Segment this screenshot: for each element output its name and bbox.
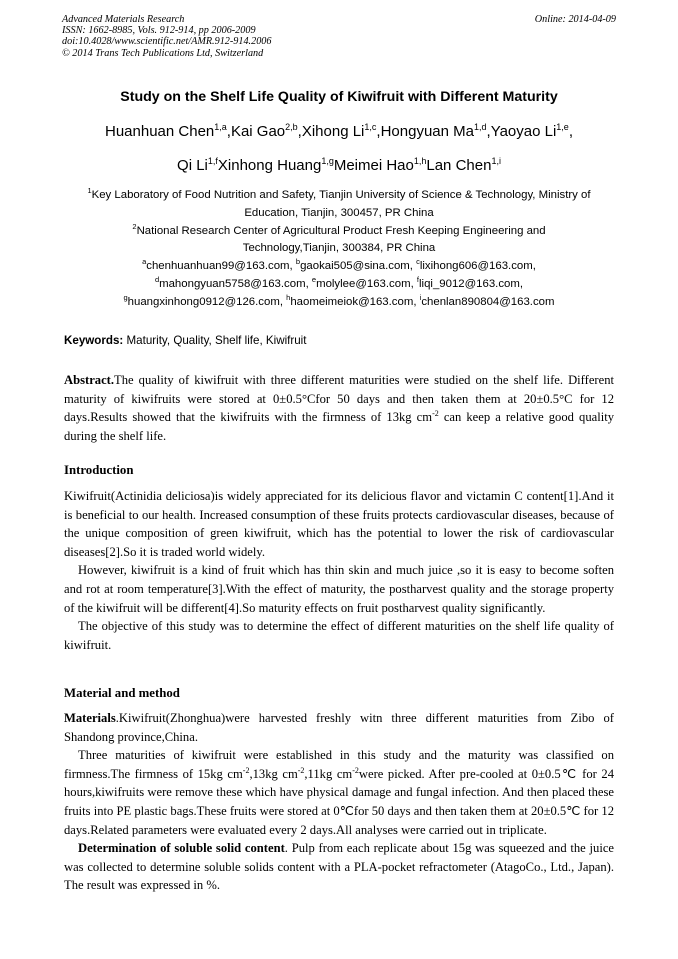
abstract: [64, 371, 614, 445]
author-list-line-1: [0, 123, 678, 140]
paper-title: Study on the Shelf Life Quality of Kiwifruit with Different Maturity: [120, 89, 558, 105]
text-run: were picked. After pre-cooled at 0±0.5℃ for 24 hours,kiwifruits were remove these which have physical damage and fungal infection. And then placed these fruits into PE plastic bags.These fruits were stored at 0℃for 50 days and then taken them at 20±0.5℃ for 12 days.Related parameters were evaluated every 2 days.All analyses were carried out in triplicate.: [64, 766, 615, 837]
affiliation-sup: 1: [87, 186, 92, 195]
keywords-label: Keywords:: [64, 334, 124, 347]
email: molylee@163.com,: [316, 277, 417, 290]
author-sup: 1,h: [413, 156, 427, 166]
author-name: Kai Gao: [230, 123, 286, 140]
email: haomeimeiok@163.com,: [290, 295, 420, 308]
affiliation-1-line-1: [58, 187, 620, 205]
affiliation-2-line-2: Technology,Tianjin, 300384, PR China: [242, 242, 436, 255]
text-run: Three maturities of kiwifruit were established in this study and the maturity was classified on firmness.The firmness of 15kg cm: [64, 748, 614, 781]
email-sup: f: [416, 274, 420, 284]
journal-name: Advanced Materials Research: [62, 14, 185, 25]
author-sup: 1,e: [556, 122, 569, 132]
affiliations: [58, 187, 620, 312]
paragraph: The objective of this study was to determine the effect of different maturities on the shelf life quality of kiwifruit.: [64, 619, 614, 652]
materials-label: Materials: [64, 711, 116, 725]
online-date: Online: 2014-04-09: [534, 14, 616, 25]
ssc-text: . Pulp from each replicate about 15g was squeezed and the juice was collected to determine soluble solids content with a PLA-pocket refractometer (AtagoCo., Ltd., Japan). The result was expressed in %.: [64, 841, 615, 893]
methods-heading: Material and method: [64, 686, 180, 700]
author-sup: 1,i: [491, 156, 501, 166]
author-list-line-2: [0, 157, 678, 174]
email: chenhuanhuan99@163.com,: [146, 260, 296, 273]
text-run: ,11kg cm: [304, 766, 353, 781]
author-sup: 1,a: [214, 122, 227, 132]
affiliation-1-line-2: Education, Tianjin, 300457, PR China: [244, 206, 434, 219]
journal-doi: doi:10.4028/www.scientific.net/AMR.912-914.2006: [62, 36, 272, 48]
affiliation-sup: 2: [132, 221, 137, 231]
email-line-1: [58, 258, 620, 276]
author-sup: 1,g: [321, 156, 334, 166]
paragraph: [64, 839, 614, 895]
email-sup: i: [419, 292, 422, 302]
text-sup: -2: [297, 765, 305, 775]
email-sup: d: [154, 274, 160, 284]
email: chenlan890804@163.com: [421, 295, 555, 308]
author-separator: ,: [226, 123, 231, 140]
journal-header: [62, 14, 271, 59]
author-sup: 1,c: [364, 122, 377, 132]
keywords-text: Maturity, Quality, Shelf life, Kiwifruit: [123, 334, 307, 347]
text-run: ,13kg cm: [249, 766, 298, 781]
abstract-text: The quality of kiwifruit with three different maturities were studied on the shelf life. Different maturity of kiwifruits were stored at 0±0.5°Cfor 50 days and then taken them at 20±0.5°C for 12 days.Results showed that the kiwifruits with the firmness of 13kg cm: [64, 373, 614, 425]
abstract-text: can keep a relative good quality during the shelf life.: [64, 410, 615, 443]
email-sup: b: [295, 257, 301, 267]
author-separator: ,: [568, 123, 573, 140]
paragraph: Kiwifruit(Actinidia deliciosa)is widely appreciated for its delicious flavor and victamin C content[1].And it is beneficial to our health. Increased consumption of these fruits protects cardiovascular diseases, because of the unique composition of green kiwifruit, which has the potential to lower the risk of cardiovascular diseases[2].So it is traded world widely.: [64, 489, 614, 559]
affiliation-text: Key Laboratory of Food Nutrition and Safety, Tianjin University of Science & Technology, Ministry of: [91, 189, 591, 201]
author-separator: ,: [486, 123, 491, 140]
email: liqi_9012@163.com,: [419, 277, 524, 290]
ssc-label: Determination of soluble solid content: [78, 841, 285, 856]
paragraph: [64, 746, 614, 839]
author-sup: 1,f: [207, 156, 218, 166]
author-name: Huanhuan Chen: [105, 123, 215, 140]
author-sup: 2,b: [285, 122, 298, 132]
author-name: Qi Li: [177, 157, 208, 174]
introduction-body: [64, 487, 614, 654]
abstract-sup: -2: [432, 409, 439, 419]
author-name: Meimei Hao: [333, 157, 414, 174]
author-name: Lan Chen: [426, 157, 492, 174]
materials-text: .Kiwifruit(Zhonghua)were harvested freshly witn three different maturities from Zibo of Shandong province,China.: [64, 711, 614, 744]
email-line-3: [58, 294, 620, 312]
author-separator: ,: [376, 123, 381, 140]
author-name: Xinhong Huang: [217, 157, 322, 174]
paragraph: [64, 709, 614, 746]
email-line-2: [58, 276, 620, 294]
text-sup: -2: [242, 765, 250, 775]
author-name: Hongyuan Ma: [380, 123, 474, 140]
introduction-heading: Introduction: [64, 463, 134, 477]
email: lixihong606@163.com,: [419, 260, 536, 273]
author-sup: 1,d: [474, 122, 487, 132]
author-separator: ,: [297, 123, 302, 140]
email: huangxinhong0912@126.com,: [127, 295, 287, 308]
affiliation-2-line-1: [58, 223, 620, 241]
email-sup: c: [416, 257, 420, 267]
affiliation-text: National Research Center of Agricultural Product Fresh Keeping Engineering and: [136, 224, 546, 237]
email: gaokai505@sina.com,: [300, 260, 417, 273]
abstract-label: Abstract.: [64, 373, 115, 387]
email: mahongyuan5758@163.com,: [159, 277, 312, 290]
email-sup: e: [311, 274, 317, 284]
paragraph: However, kiwifruit is a kind of fruit which has thin skin and much juice ,so it is easy to become soften and rot at room temperature[3].With the effect of maturity, the postharvest quality and the storage property of the kiwifruit will be different[4].So maturity effects on fruit postharvest quality significantly.: [64, 563, 614, 615]
author-name: Yaoyao Li: [490, 123, 557, 140]
keywords: [64, 334, 306, 347]
email-sup: g: [123, 292, 128, 302]
journal-copyright: © 2014 Trans Tech Publications Ltd, Switzerland: [62, 47, 264, 59]
text-sup: -2: [352, 765, 359, 775]
email-sup: a: [142, 257, 147, 267]
author-name: Xihong Li: [301, 123, 365, 140]
methods-body: [64, 709, 614, 895]
journal-issn: ISSN: 1662-8985, Vols. 912-914, pp 2006-2009: [62, 25, 256, 37]
email-sup: h: [286, 292, 291, 302]
